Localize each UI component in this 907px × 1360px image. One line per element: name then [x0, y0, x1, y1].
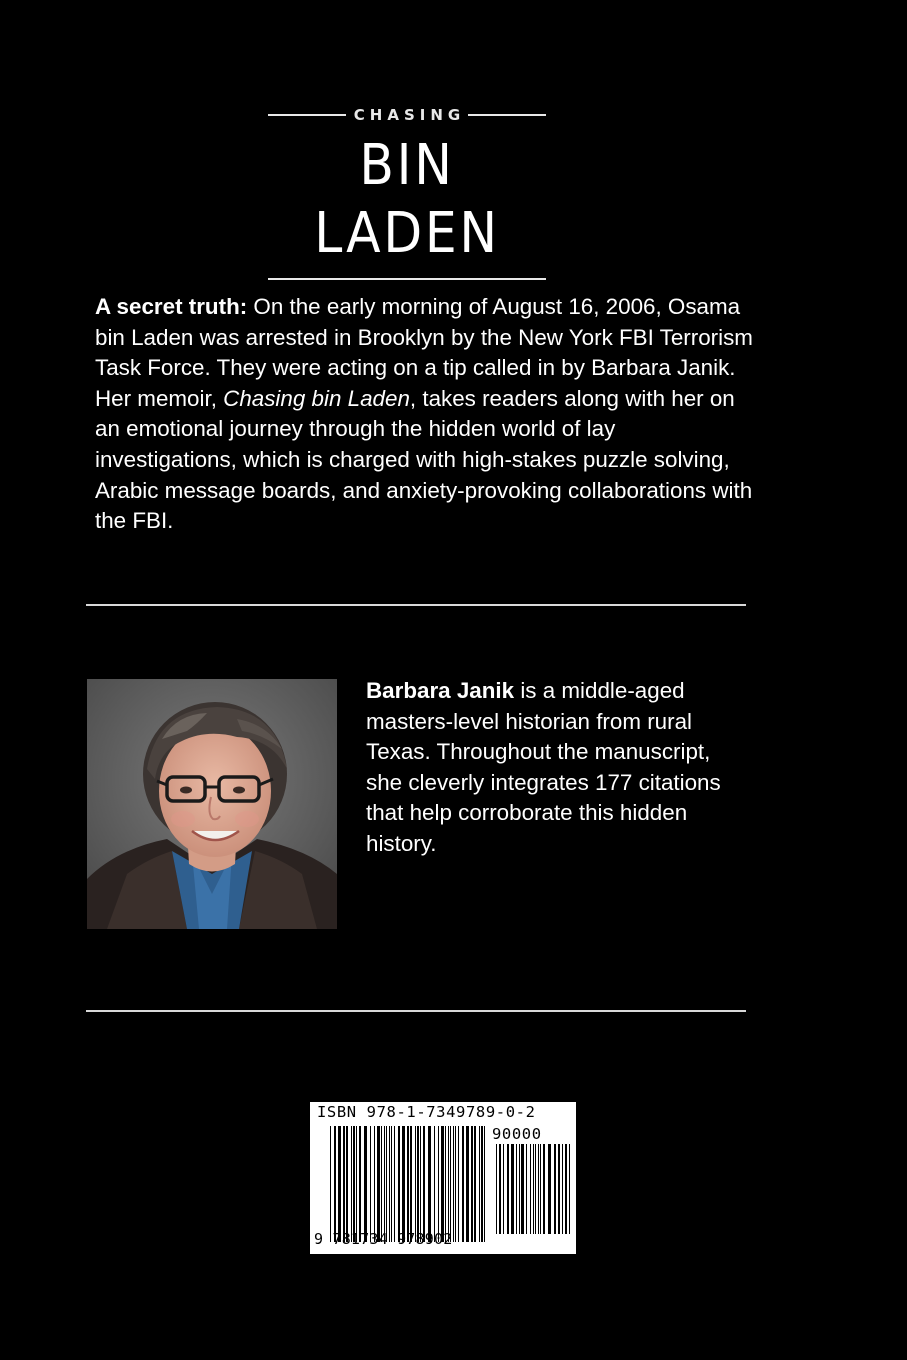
- barcode-bar: [519, 1144, 520, 1234]
- section-divider-bottom: [86, 1010, 746, 1012]
- barcode-bar: [384, 1126, 385, 1242]
- barcode-bar: [364, 1126, 367, 1242]
- author-bio-text: is a middle-aged masters-level historian from rural Texas. Throughout the manuscript, she cleverly integrates 177 citations that help corroborate this hidden history.: [366, 678, 721, 856]
- barcode-bar: [548, 1144, 551, 1234]
- barcode-bar: [398, 1126, 400, 1242]
- barcode-bar: [410, 1126, 412, 1242]
- barcode-bar: [374, 1126, 375, 1242]
- barcode-bar: [496, 1144, 497, 1234]
- author-photo: [87, 679, 337, 929]
- barcode-bar: [458, 1126, 459, 1242]
- barcode-bar: [353, 1126, 355, 1242]
- barcode-bar: [381, 1126, 382, 1242]
- barcode-bar: [554, 1144, 556, 1234]
- barcode-bar: [351, 1126, 352, 1242]
- isbn-number: ISBN 978-1-7349789-0-2: [317, 1103, 536, 1121]
- barcode-bar: [474, 1126, 476, 1242]
- barcode-bar: [445, 1126, 446, 1242]
- barcode-bar: [359, 1126, 361, 1242]
- barcode-bar: [526, 1144, 527, 1234]
- barcode-bar: [402, 1126, 405, 1242]
- barcode-bar: [562, 1144, 563, 1234]
- barcode-bar: [428, 1126, 431, 1242]
- barcode-bar: [538, 1144, 539, 1234]
- isbn-barcode: [310, 1102, 576, 1254]
- author-portrait-icon: [87, 679, 337, 929]
- barcode-bar: [386, 1126, 387, 1242]
- barcode-bar: [417, 1126, 419, 1242]
- barcode-bar: [370, 1126, 371, 1242]
- author-name: Barbara Janik: [366, 678, 515, 703]
- barcode-bar: [511, 1144, 514, 1234]
- barcode-bar: [346, 1126, 348, 1242]
- barcode-bar: [530, 1144, 531, 1234]
- barcode-bar: [543, 1144, 545, 1234]
- barcode-bar: [565, 1144, 567, 1234]
- barcode-bar: [434, 1126, 435, 1242]
- barcode-bar: [540, 1144, 541, 1234]
- barcode-bar: [441, 1126, 444, 1242]
- title-kicker-row: [268, 100, 546, 130]
- blurb-lead: A secret truth:: [95, 294, 248, 319]
- barcode-bar: [330, 1126, 331, 1242]
- barcode-bar: [455, 1126, 456, 1242]
- barcode-bar: [407, 1126, 409, 1242]
- barcode-bar: [499, 1144, 501, 1234]
- barcode-bar: [450, 1126, 451, 1242]
- title-bottom-rule: [268, 278, 546, 280]
- barcode-bar: [533, 1144, 534, 1234]
- barcode-bar: [484, 1126, 485, 1242]
- barcode-bar: [521, 1144, 524, 1234]
- barcode-bar: [356, 1126, 357, 1242]
- barcode-bar: [423, 1126, 425, 1242]
- barcode-bar: [569, 1144, 570, 1234]
- barcode-bar: [391, 1126, 392, 1242]
- barcode-bar: [334, 1126, 336, 1242]
- barcode-bar: [481, 1126, 483, 1242]
- barcode-bar: [503, 1144, 504, 1234]
- barcode-bar: [394, 1126, 395, 1242]
- author-bio: [366, 676, 746, 860]
- blurb-text-1: On the early morning of August 16, 2006, Osama bin Laden was arrested in Brooklyn by the New York FBI Terrorism Task Force. They were acting on a tip called in by Barbara Janik. Her memoir,: [95, 294, 753, 411]
- barcode-bar: [471, 1126, 473, 1242]
- barcode-bar: [389, 1126, 390, 1242]
- book-title: BIN LADEN: [314, 133, 500, 266]
- barcode-bar: [466, 1126, 469, 1242]
- section-divider-top: [86, 604, 746, 606]
- title-left-rule: [268, 114, 346, 116]
- price-code: 90000: [492, 1125, 542, 1143]
- barcode-bar: [377, 1126, 380, 1242]
- barcode-bar: [535, 1144, 536, 1234]
- barcode-bar: [415, 1126, 416, 1242]
- barcode-bar: [507, 1144, 509, 1234]
- blurb-book-title: Chasing bin Laden: [223, 385, 410, 411]
- barcode-bar: [558, 1144, 560, 1234]
- blurb-text-2: , takes readers along with her on an emotional journey through the hidden world of lay investigations, which is charged with high-stakes puzzle solving, Arabic message boards, and anxiety-provoking collaborations with the FBI.: [95, 385, 753, 534]
- title-right-rule: [468, 114, 546, 116]
- barcode-bar: [516, 1144, 517, 1234]
- barcode-bar: [338, 1126, 341, 1242]
- barcode-bar: [479, 1126, 480, 1242]
- book-title-block: [268, 100, 546, 280]
- barcode-bar: [462, 1126, 464, 1242]
- barcode-bar: [438, 1126, 439, 1242]
- barcode-bar: [453, 1126, 454, 1242]
- barcode-bar: [448, 1126, 449, 1242]
- book-blurb: [95, 292, 755, 537]
- barcode-bar: [343, 1126, 345, 1242]
- ean-digits: 9 781734 978902: [314, 1230, 453, 1248]
- title-kicker: CHASING: [353, 106, 466, 124]
- barcode-bar: [420, 1126, 421, 1242]
